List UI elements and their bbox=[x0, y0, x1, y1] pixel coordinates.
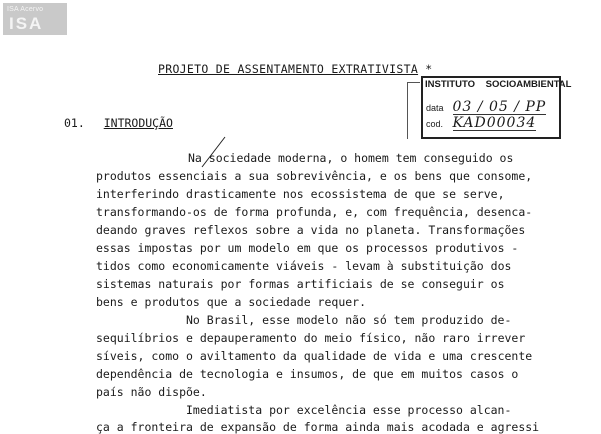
title-marker: * bbox=[425, 62, 433, 76]
stamp-cod-label: cod. bbox=[426, 119, 444, 129]
body-line: sequilíbrios e depauperamento do meio físico, não raro irrever bbox=[96, 331, 526, 345]
stamp-header-right: SOCIOAMBIENTAL bbox=[485, 79, 572, 90]
stamp-date-label: data bbox=[426, 103, 444, 113]
stamp-date-row bbox=[426, 100, 546, 115]
body-line: essas impostas por um modelo em que os processos produtivos - bbox=[96, 241, 519, 255]
document-title bbox=[158, 62, 433, 76]
title-text: PROJETO DE ASSENTAMENTO EXTRATIVISTA bbox=[158, 62, 419, 76]
stamp-cod-value: KAD00034 bbox=[452, 115, 537, 131]
body-line: deando graves reflexos sobre a vida no planeta. Transformações bbox=[96, 223, 526, 237]
body-line: Imediatista por excelência esse processo alcan- bbox=[186, 403, 512, 417]
section-heading bbox=[64, 116, 173, 130]
body-line: bens e produtos que a sociedade requer. bbox=[96, 295, 367, 309]
stamp-header bbox=[425, 79, 572, 90]
body-line: transformando-os de forma profunda, e, com frequência, desenca- bbox=[96, 205, 533, 219]
body-line: tidos como economicamente viáveis - levam à substituição dos bbox=[96, 259, 512, 273]
body-line: ça a fronteira de expansão de forma ainda mais acodada e agressi bbox=[96, 420, 540, 434]
body-line: Na sociedade moderna, o homem tem conseguido os bbox=[188, 151, 514, 165]
stamp-date-value: 03 / 05 / PP bbox=[452, 99, 547, 115]
stamp-edge-mark bbox=[407, 82, 420, 139]
stamp-header-left: INSTITUTO bbox=[425, 79, 475, 90]
body-line: sistemas naturais por formas artificiais de se conseguir os bbox=[96, 277, 505, 291]
logo-line-1: ISA Acervo bbox=[7, 6, 44, 13]
section-number: 01. bbox=[64, 116, 85, 130]
body-line: país não dispõe. bbox=[96, 385, 207, 399]
isa-logo bbox=[3, 3, 67, 35]
section-title: INTRODUÇÃO bbox=[103, 116, 173, 130]
body-line: síveis, como o aviltamento da qualidade de vida e uma crescente bbox=[96, 349, 533, 363]
body-line: interferindo drasticamente nos ecossistema de que se serve, bbox=[96, 187, 505, 201]
logo-line-2: ISA bbox=[9, 14, 44, 33]
body-line: No Brasil, esse modelo não só tem produzido de- bbox=[186, 313, 512, 327]
institute-stamp bbox=[421, 76, 572, 139]
body-line: produtos essenciais a sua sobrevivência, e os bens que consome, bbox=[96, 169, 533, 183]
stamp-cod-row bbox=[426, 116, 536, 131]
body-line: dependência de tecnologia e insumos, de que em muitos casos o bbox=[96, 367, 519, 381]
